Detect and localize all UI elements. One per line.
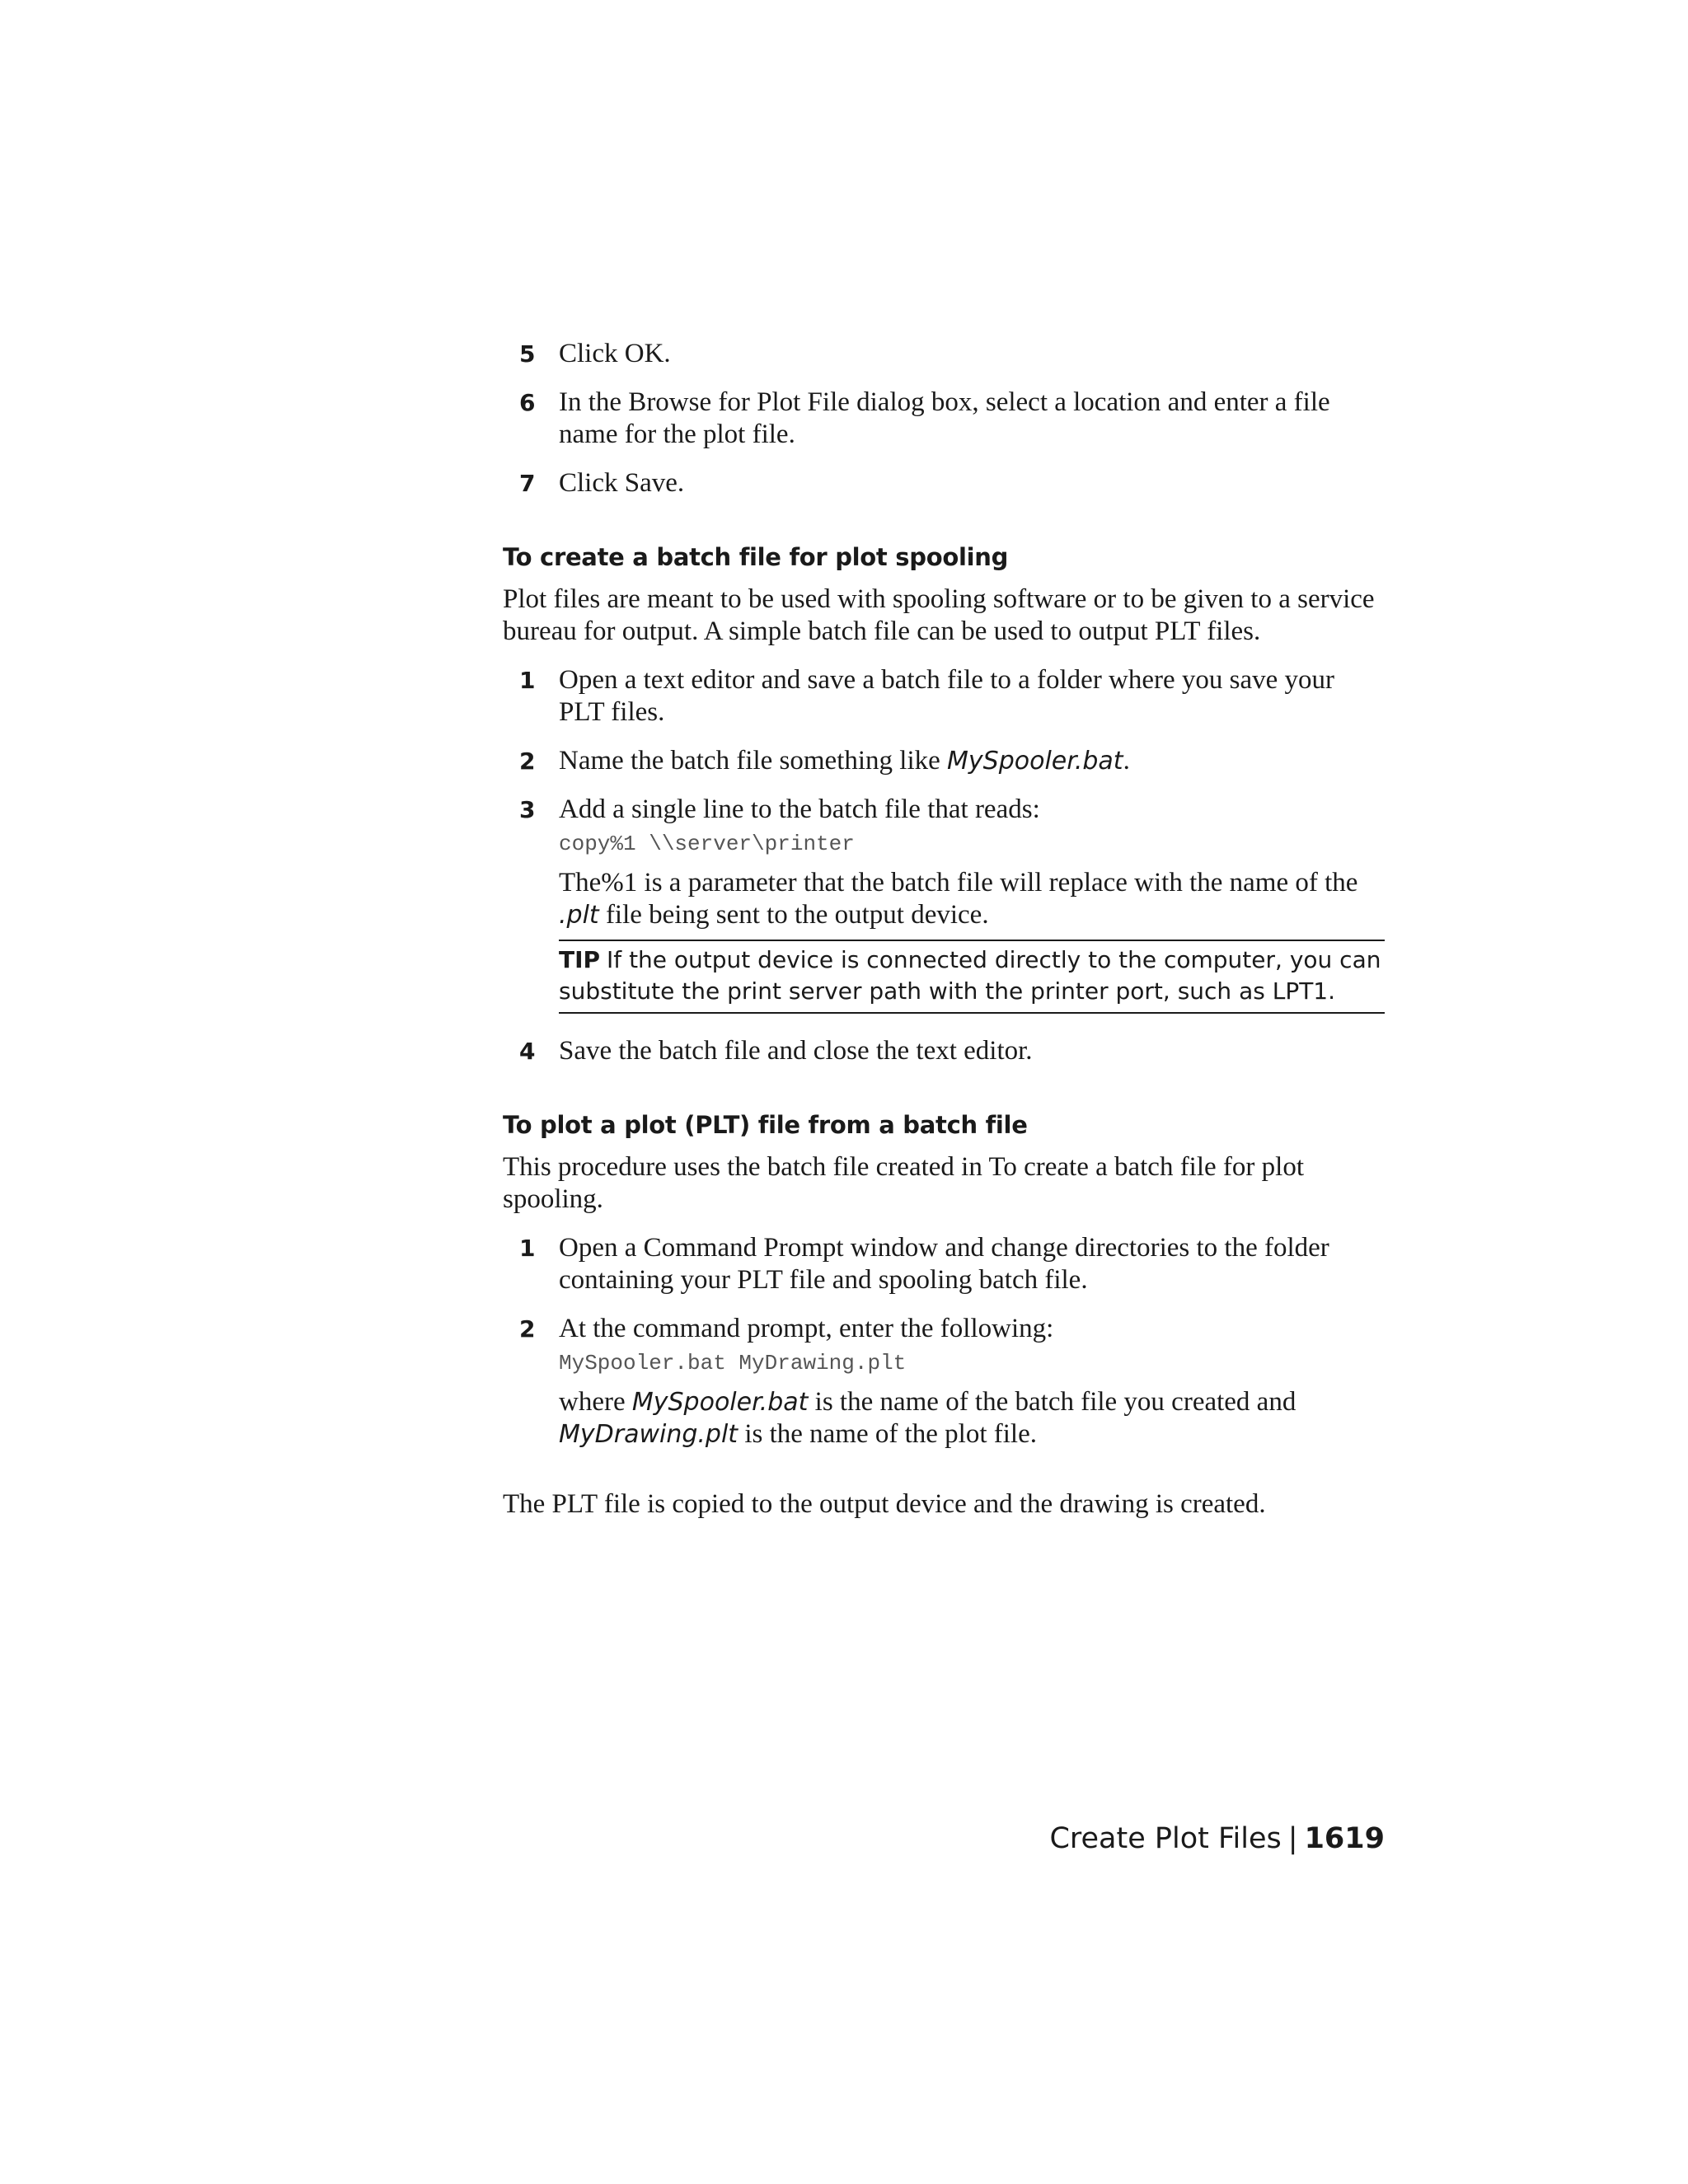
code-line: MySpooler.bat MyDrawing.plt <box>559 1351 907 1376</box>
filename-italic: MySpooler.bat <box>631 1388 809 1417</box>
filename-italic: MyDrawing.plt <box>559 1420 738 1449</box>
tip-text: If the output device is connected directly to the computer, you can substitute the print server path with the printer port, such as LPT1. <box>559 946 1381 1005</box>
extension-italic: .plt <box>559 901 599 930</box>
step-number: 3 <box>519 796 536 823</box>
step-item <box>503 1035 1385 1067</box>
step-text: Click OK. <box>559 339 671 368</box>
closing-paragraph: The PLT file is copied to the output device and the drawing is created. <box>503 1489 1266 1519</box>
step-item <box>503 338 1385 370</box>
step-item <box>503 745 1385 777</box>
tip-label: TIP <box>559 946 601 973</box>
step-text: Open a text editor and save a batch file to a folder where you save your PLT files. <box>559 665 1335 727</box>
step-text: Open a Command Prompt window and change directories to the folder containing your PLT file and spooling batch file. <box>559 1233 1329 1295</box>
note-part: is the name of the batch file you created and <box>808 1387 1296 1417</box>
step-text: Save the batch file and close the text editor. <box>559 1036 1033 1066</box>
step-item <box>503 467 1385 499</box>
step-number: 5 <box>519 340 536 368</box>
step-number: 4 <box>519 1038 536 1065</box>
step-item <box>503 1313 1385 1345</box>
step-number: 2 <box>519 748 536 775</box>
page-number: 1619 <box>1304 1822 1385 1855</box>
step-number: 6 <box>519 389 536 416</box>
section-intro: Plot files are meant to be used with spooling software or to be given to a service bureau for output. A simple batch file can be used to output PLT files. <box>503 584 1375 646</box>
step-number: 1 <box>519 1235 536 1262</box>
step-item <box>503 794 1385 826</box>
note-part: The%1 is a parameter that the batch file will replace with the name of the <box>559 868 1358 898</box>
section-heading: To plot a plot (PLT) file from a batch file <box>503 1111 1028 1139</box>
step-item <box>503 664 1385 729</box>
step-text-part: Name the batch file something like <box>559 746 948 776</box>
page-footer <box>1049 1821 1385 1856</box>
footer-title: Create Plot Files <box>1049 1822 1282 1855</box>
step-number: 1 <box>519 667 536 694</box>
note-part: file being sent to the output device. <box>598 900 989 930</box>
step-item <box>503 1232 1385 1296</box>
step-text <box>559 745 1385 777</box>
code-line: copy%1 \\server\printer <box>559 832 855 856</box>
note-part: where <box>559 1387 632 1417</box>
footer-separator: | <box>1287 1822 1298 1855</box>
tip-box <box>559 940 1385 1014</box>
step-number: 7 <box>519 470 536 497</box>
step-text: In the Browse for Plot File dialog box, select a location and enter a file name for the plot file. <box>559 387 1330 449</box>
step-text: Add a single line to the batch file that reads: <box>559 794 1040 824</box>
step-note <box>559 1386 1385 1451</box>
step-item <box>503 387 1385 451</box>
note-part: is the name of the plot file. <box>738 1419 1037 1449</box>
section-heading: To create a batch file for plot spooling <box>503 543 1009 571</box>
step-number: 2 <box>519 1315 536 1343</box>
page-content <box>503 338 1385 1537</box>
step-text: At the command prompt, enter the following: <box>559 1314 1054 1343</box>
section-intro: This procedure uses the batch file created in To create a batch file for plot spooling. <box>503 1152 1304 1214</box>
step-text: Click Save. <box>559 468 685 498</box>
step-text-part: . <box>1123 746 1130 776</box>
step-note <box>559 867 1385 931</box>
filename-italic: MySpooler.bat <box>947 747 1123 776</box>
